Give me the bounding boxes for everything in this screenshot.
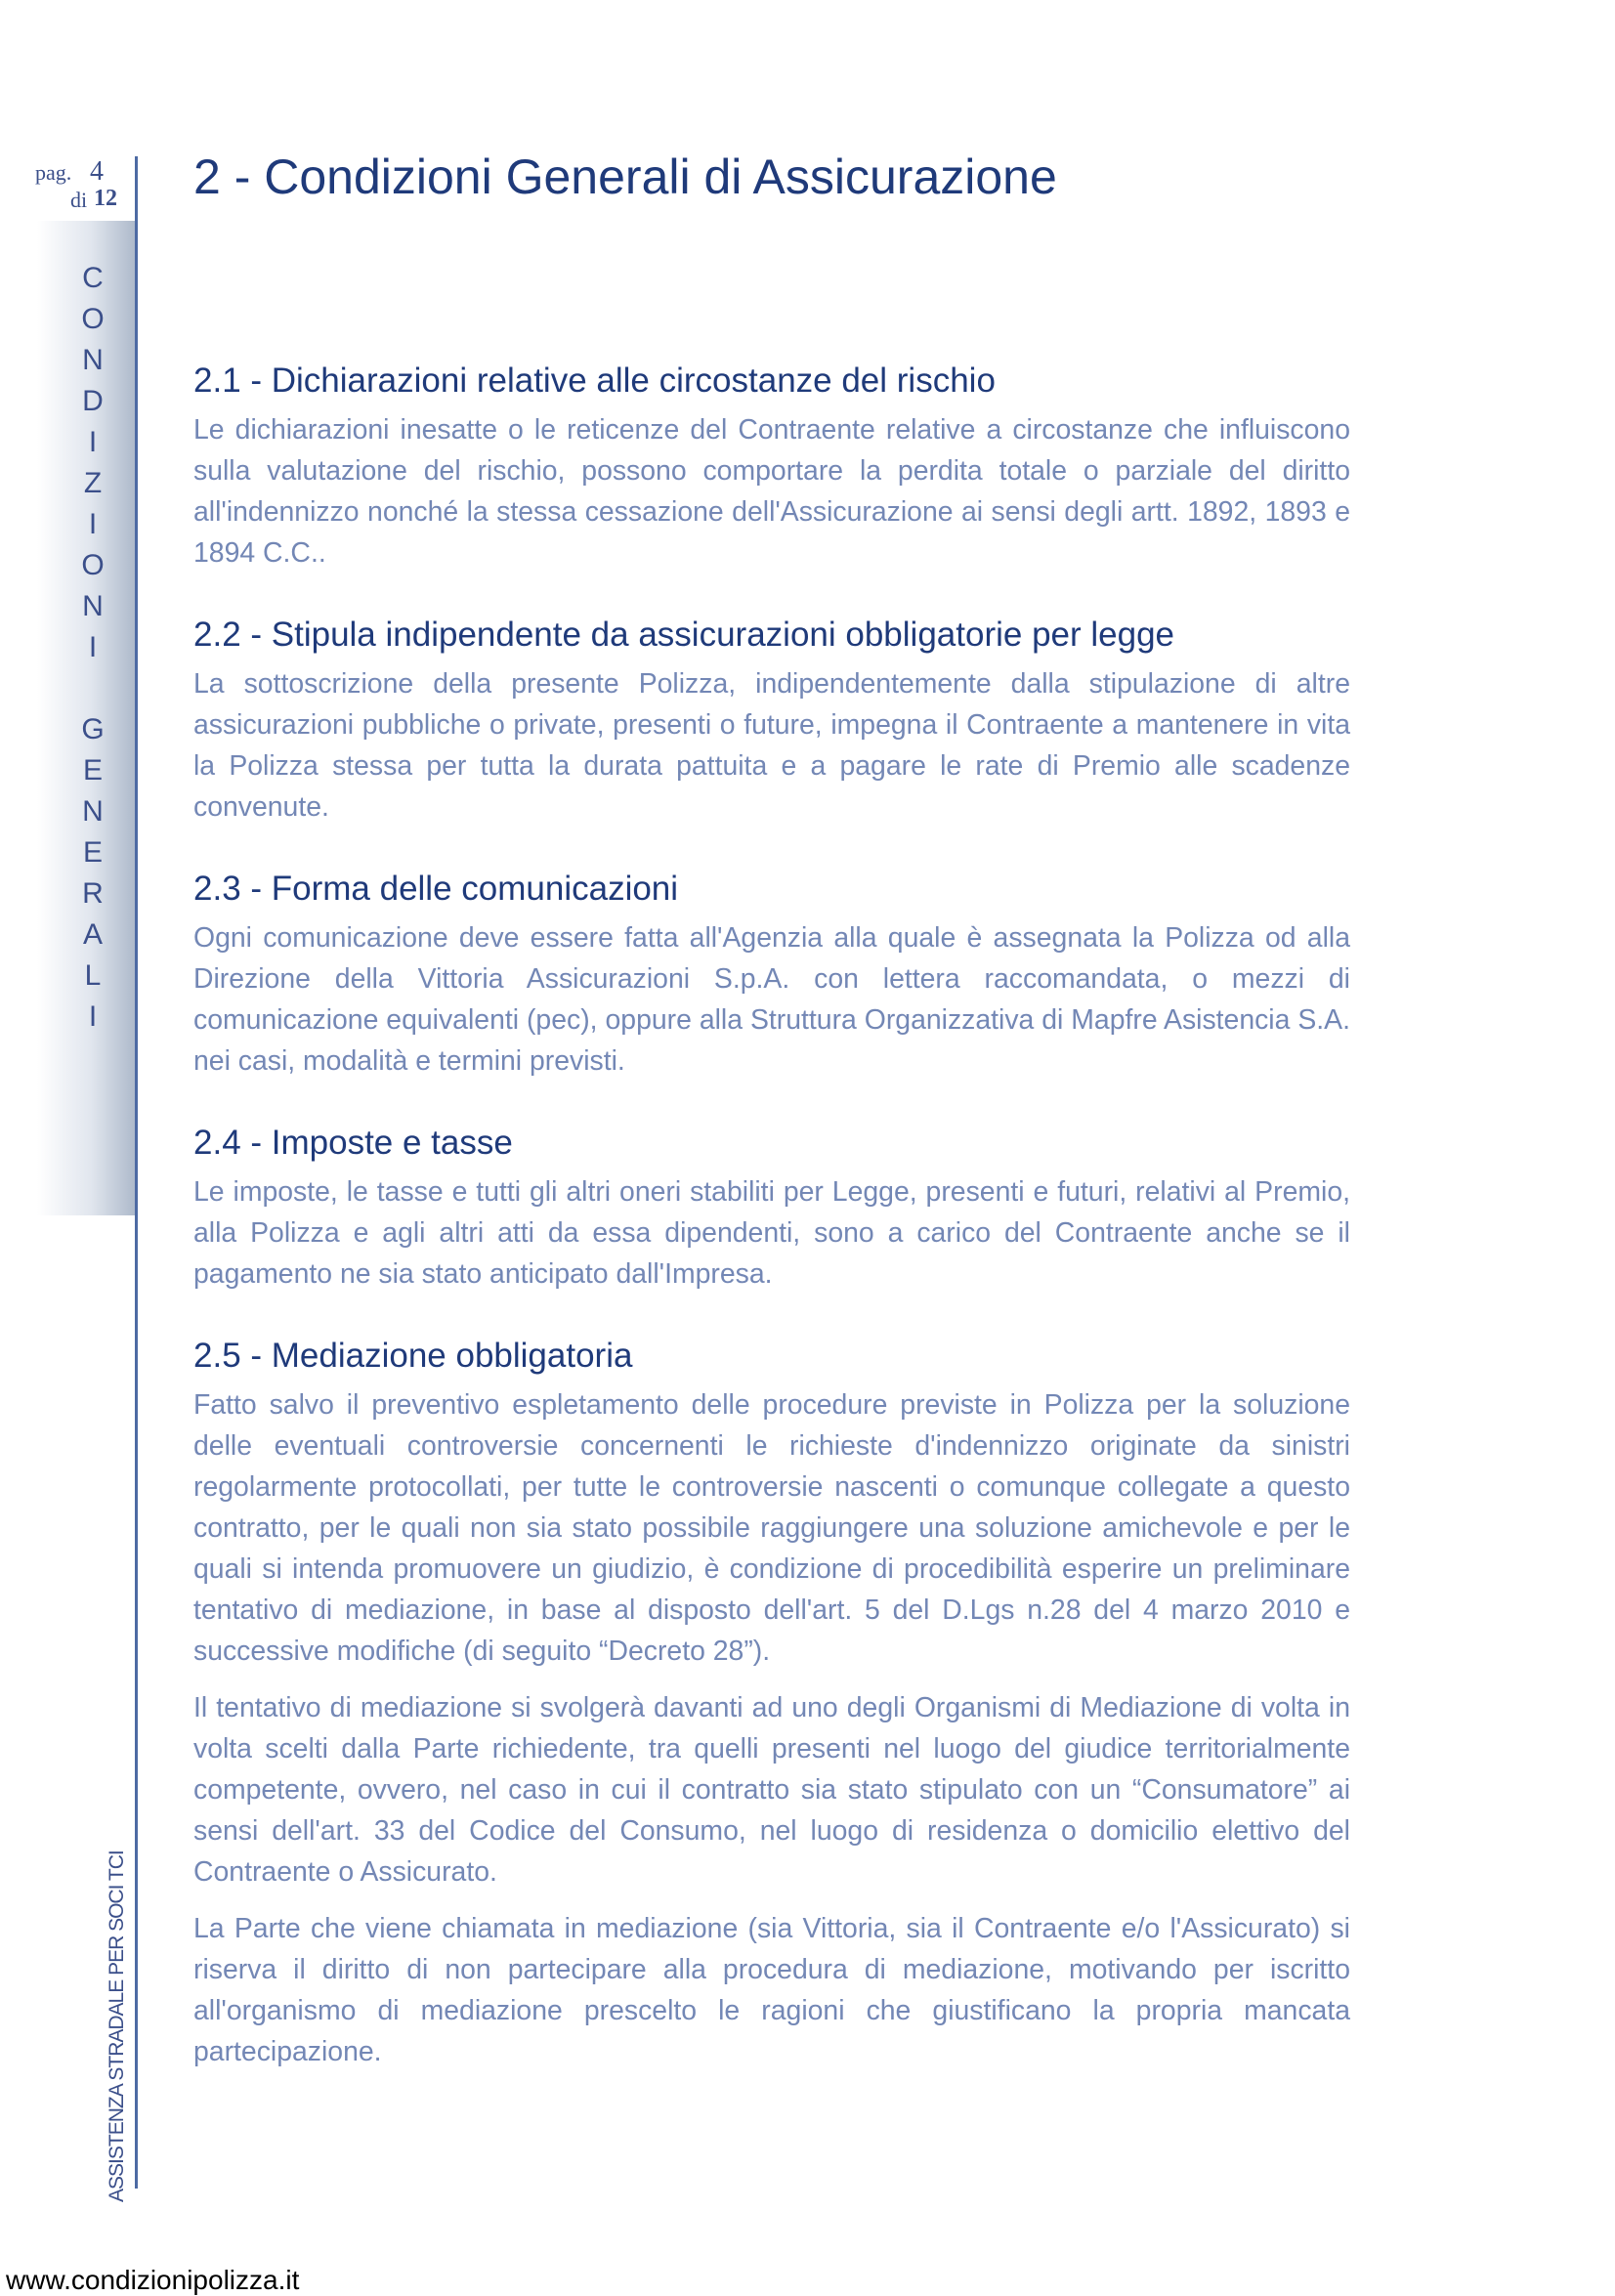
section-heading: 2.1 - Dichiarazioni relative alle circostanze del rischio	[193, 361, 996, 400]
page-number-of-label: di	[70, 188, 88, 212]
vertical-title-letter: I	[88, 1000, 98, 1033]
vertical-title-letter: I	[88, 631, 98, 663]
section-2-4	[193, 1122, 1350, 1295]
page-number-current: 4	[90, 156, 104, 187]
document-body	[193, 360, 1350, 2112]
section-2-5	[193, 1335, 1350, 2072]
vertical-title-letter: R	[82, 877, 104, 910]
vertical-title-letter: L	[84, 959, 102, 992]
vertical-title-letter: G	[81, 713, 105, 745]
site-url: www.condizionipolizza.it	[6, 2265, 300, 2295]
vertical-title-letter: C	[82, 262, 104, 294]
vertical-title-letter: A	[82, 918, 103, 951]
section-heading: 2.3 - Forma delle comunicazioni	[193, 870, 679, 908]
page-number	[35, 156, 115, 213]
section-heading: 2.2 - Stipula indipendente da assicurazioni obbligatorie per legge	[193, 616, 1175, 654]
page-number-label: pag.	[35, 160, 72, 185]
vertical-title-letter: N	[82, 590, 104, 622]
page-title: 2 - Condizioni Generali di Assicurazione	[193, 149, 1057, 204]
vertical-title-letter: N	[82, 344, 104, 376]
vertical-title-letter	[72, 668, 113, 709]
vertical-title-letter: E	[82, 754, 103, 787]
section-paragraph: Fatto salvo il preventivo espletamento delle procedure previste in Polizza per la soluzione delle eventuali controversie concernenti le richieste d'indennizzo originate da sinistri regolarmente protocollati, per tutte le controversie nascenti o comunque collegate a questo contratto, per le quali non sia stato possibile raggiungere una soluzione amichevole e per le quali si intenda promuovere un giudizio, è condizione di procedibilità esperire un preliminare tentativo di mediazione, in base al disposto dell'art. 5 del D.Lgs n.28 del 4 marzo 2010 e successive modifiche (di seguito “Decreto 28”).	[193, 1389, 1350, 1667]
vertical-title-letter: O	[81, 303, 105, 335]
vertical-title-letter: E	[82, 836, 103, 869]
section-paragraph: Le dichiarazioni inesatte o le reticenze del Contraente relative a circostanze che influiscono sulla valutazione del rischio, possono comportare la perdita totale o parziale del diritto all'indennizzo nonché la stessa cessazione dell'Assicurazione ai sensi degli artt. 1892, 1893 e 1894 C.C..	[193, 414, 1350, 569]
page-number-total: 12	[94, 186, 117, 211]
section-paragraph: Il tentativo di mediazione si svolgerà davanti ad uno degli Organismi di Mediazione di volta in volta scelti dalla Parte richiedente, tra quelli presenti nel luogo del giudice territorialmente competente, ovvero, nel caso in cui il contratto sia stato stipulato con un “Consumatore” ai sensi dell'art. 33 del Codice del Consumo, nel luogo di residenza o domicilio elettivo del Contraente o Assicurato.	[193, 1692, 1350, 1888]
section-paragraph: Ogni comunicazione deve essere fatta all'Agenzia alla quale è assegnata la Polizza od alla Direzione della Vittoria Assicurazioni S.p.A. con lettera raccomandata, o mezzi di comunicazione equivalenti (pec), oppure alla Struttura Organizzativa di Mapfre Asistencia S.A. nei casi, modalità e termini previsti.	[193, 922, 1350, 1077]
section-paragraph: La sottoscrizione della presente Polizza, indipendentemente dalla stipulazione di altre assicurazioni pubbliche o private, presenti o future, impegna il Contraente a mantenere in vita la Polizza stessa per tutta la durata pattuita e a pagare le rate di Premio alle scadenze convenute.	[193, 668, 1350, 823]
section-paragraph: Le imposte, le tasse e tutti gli altri oneri stabiliti per Legge, presenti e futuri, relativi al Premio, alla Polizza e agli altri atti da essa dipendenti, sono a carico del Contraente anche se il pagamento ne sia stato anticipato dall'Impresa.	[193, 1176, 1350, 1290]
section-2-1	[193, 360, 1350, 574]
section-2-3	[193, 868, 1350, 1082]
vertical-title-letter: O	[81, 549, 105, 581]
vertical-title-letter: Z	[83, 467, 103, 499]
vertical-section-title	[72, 258, 113, 1038]
section-2-2	[193, 614, 1350, 828]
section-heading: 2.4 - Imposte e tasse	[193, 1124, 513, 1162]
section-paragraph: La Parte che viene chiamata in mediazione (sia Vittoria, sia il Contraente e/o l'Assicurato) si riserva il diritto di non partecipare alla procedura di mediazione, motivando per iscritto all'organismo di mediazione prescelto le ragioni che giustificano la propria mancata partecipazione.	[193, 1913, 1350, 2067]
vertical-title-letter: N	[82, 795, 104, 828]
product-name-vertical: ASSISTENZA STRADALE PER SOCI TCI	[106, 1850, 128, 2202]
section-heading: 2.5 - Mediazione obbligatoria	[193, 1337, 633, 1375]
vertical-title-letter: I	[88, 426, 98, 458]
sidebar-divider-line	[135, 156, 138, 2189]
vertical-title-letter: I	[88, 508, 98, 540]
vertical-title-letter: D	[82, 385, 104, 417]
